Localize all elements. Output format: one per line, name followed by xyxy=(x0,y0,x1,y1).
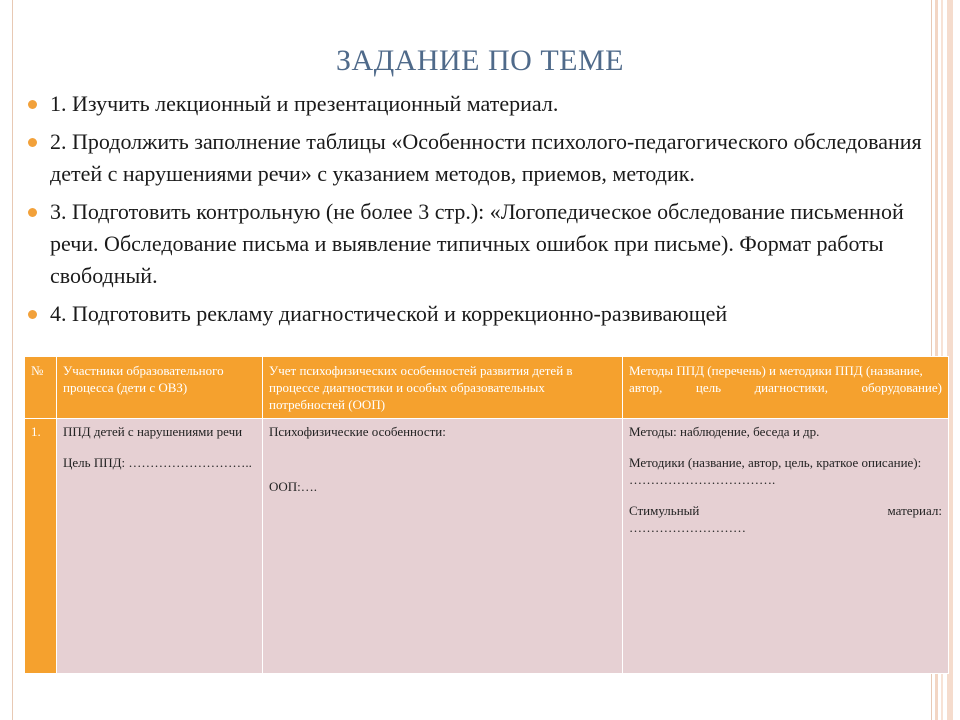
bullet-icon xyxy=(28,138,37,147)
bullet-icon xyxy=(28,100,37,109)
cell-features: Психофизические особенности: ООП:…. xyxy=(263,419,623,674)
table-row xyxy=(25,419,949,674)
col-methods: Методы ППД (перечень) и методики ППД (название, автор, цель диагностики, оборудование) xyxy=(623,357,949,419)
bullet-item: 3. Подготовить контрольную (не более 3 стр.): «Логопедическое обследование письменной речи. Обследование письма и выявление типичных ошибок при письме). Формат работы свободный. xyxy=(24,196,934,292)
ppd-table xyxy=(24,356,949,674)
bullet-icon xyxy=(28,208,37,217)
table-header-row xyxy=(25,357,949,419)
bullet-item: 4. Подготовить рекламу диагностической и коррекционно-развивающей xyxy=(24,298,934,330)
bullet-item: 2. Продолжить заполнение таблицы «Особенности психолого-педагогического обследования детей с нарушениями речи» с указанием методов, приемов, методик. xyxy=(24,126,934,190)
bullet-item: 1. Изучить лекционный и презентационный материал. xyxy=(24,88,934,120)
col-participants: Участники образовательного процесса (дети с ОВЗ) xyxy=(57,357,263,419)
col-features: Учет психофизических особенностей развития детей в процессе диагностики и особых образовательных потребностей (ООП) xyxy=(263,357,623,419)
cell-participants: ППД детей с нарушениями речи Цель ППД: ……………………….. xyxy=(57,419,263,674)
slide-title: ЗАДАНИЕ ПО ТЕМЕ xyxy=(336,44,624,77)
col-number: № xyxy=(25,357,57,419)
bullet-list xyxy=(24,88,934,336)
bullet-icon xyxy=(28,310,37,319)
cell-methods: Методы: наблюдение, беседа и др. Методики (название, автор, цель, краткое описание): ……………………………. Стимульный материал: ……………………… xyxy=(623,419,949,674)
row-number: 1. xyxy=(25,419,57,674)
